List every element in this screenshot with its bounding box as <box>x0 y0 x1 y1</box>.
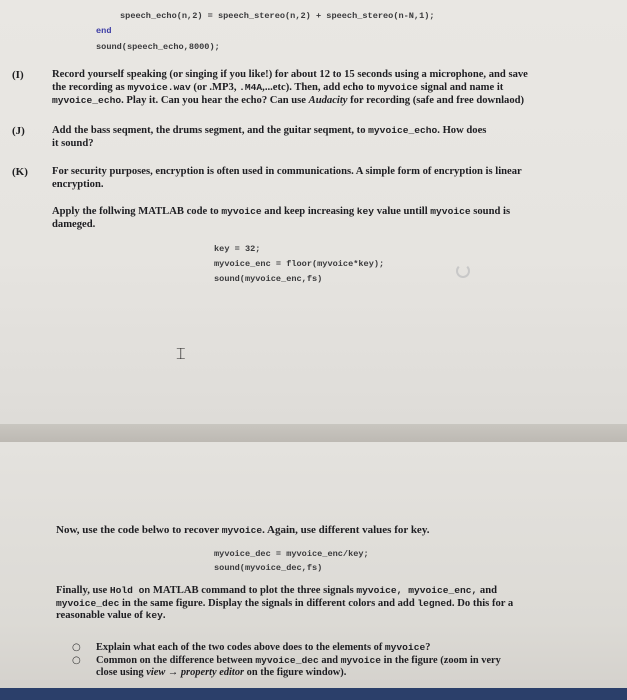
bullet-item-explain: Explain what each of the two codes above does to the elements of myvoice? <box>96 642 431 653</box>
section-k-label: (K) <box>12 166 28 178</box>
section-j-label: (J) <box>12 125 25 137</box>
section-j-line1: Add the bass seqment, the drums segment, and the guitar seqment, to myvoice_echo. How does <box>52 125 487 136</box>
bullet-item-compare-cont: close using view → property editor on the figure window). <box>96 667 347 678</box>
bullet-circle-icon: ○ <box>72 655 81 666</box>
section-i-line1: Record yourself speaking (or singing if you like!) for about 12 to 15 seconds using a microphone, and save <box>52 69 528 80</box>
recover-text: Now, use the code belwo to recover myvoice. Again, use different values for key. <box>56 524 430 536</box>
apply-line1: Apply the follwing MATLAB code to myvoice and keep increasing key value untill myvoice sound is <box>52 206 511 217</box>
bullet-list <box>96 642 616 680</box>
section-k-line2: encryption. <box>52 179 104 190</box>
page-break <box>0 424 627 442</box>
code-line-end: end <box>96 26 112 36</box>
finally-text <box>56 585 616 623</box>
enc-code-sound: sound(myvoice_enc,fs) <box>214 274 323 284</box>
section-i-line2: the recording as myvoice.wav (or .MP3, .M4A,...etc). Then, add echo to myvoice signal and name it <box>52 82 504 93</box>
section-k-text <box>52 165 612 191</box>
dec-code-sound: sound(myvoice_dec,fs) <box>214 563 323 573</box>
apply-text <box>52 205 612 231</box>
finally-line2: myvoice_dec in the same figure. Display the signals in different colors and add legned. Do this for a <box>56 597 514 609</box>
text-cursor-icon: ⌶ <box>176 344 186 363</box>
section-i-text <box>52 68 612 107</box>
code-line-echo: speech_echo(n,2) = speech_stereo(n,2) + speech_stereo(n-N,1); <box>120 11 435 21</box>
bullet-item-compare: Common on the difference between myvoice_dec and myvoice in the figure (zoom in very <box>96 654 501 666</box>
section-j-text <box>52 124 612 150</box>
dec-code-divide: myvoice_dec = myvoice_enc/key; <box>214 549 369 559</box>
enc-code-key: key = 32; <box>214 244 261 254</box>
bottom-edge <box>0 688 627 700</box>
section-j-line2: it sound? <box>52 138 94 149</box>
apply-line2: dameged. <box>52 219 96 230</box>
bullet-circle-icon: ○ <box>72 642 81 653</box>
finally-line1: Finally, use Hold on MATLAB command to plot the three signals myvoice, myvoice_enc, and <box>56 585 498 596</box>
section-i-line3: myvoice_echo. Play it. Can you hear the echo? Can use Audacity for recording (safe and free downlaod) <box>52 95 525 106</box>
enc-code-floor: myvoice_enc = floor(myvoice*key); <box>214 259 385 269</box>
code-line-sound: sound(speech_echo,8000); <box>96 42 220 52</box>
loading-spinner-icon <box>456 264 470 278</box>
section-k-line1: For security purposes, encryption is often used in communications. A simple form of encryption is linear <box>52 166 522 177</box>
finally-line3: reasonable value of key. <box>56 610 166 621</box>
section-i-label: (I) <box>12 69 24 81</box>
